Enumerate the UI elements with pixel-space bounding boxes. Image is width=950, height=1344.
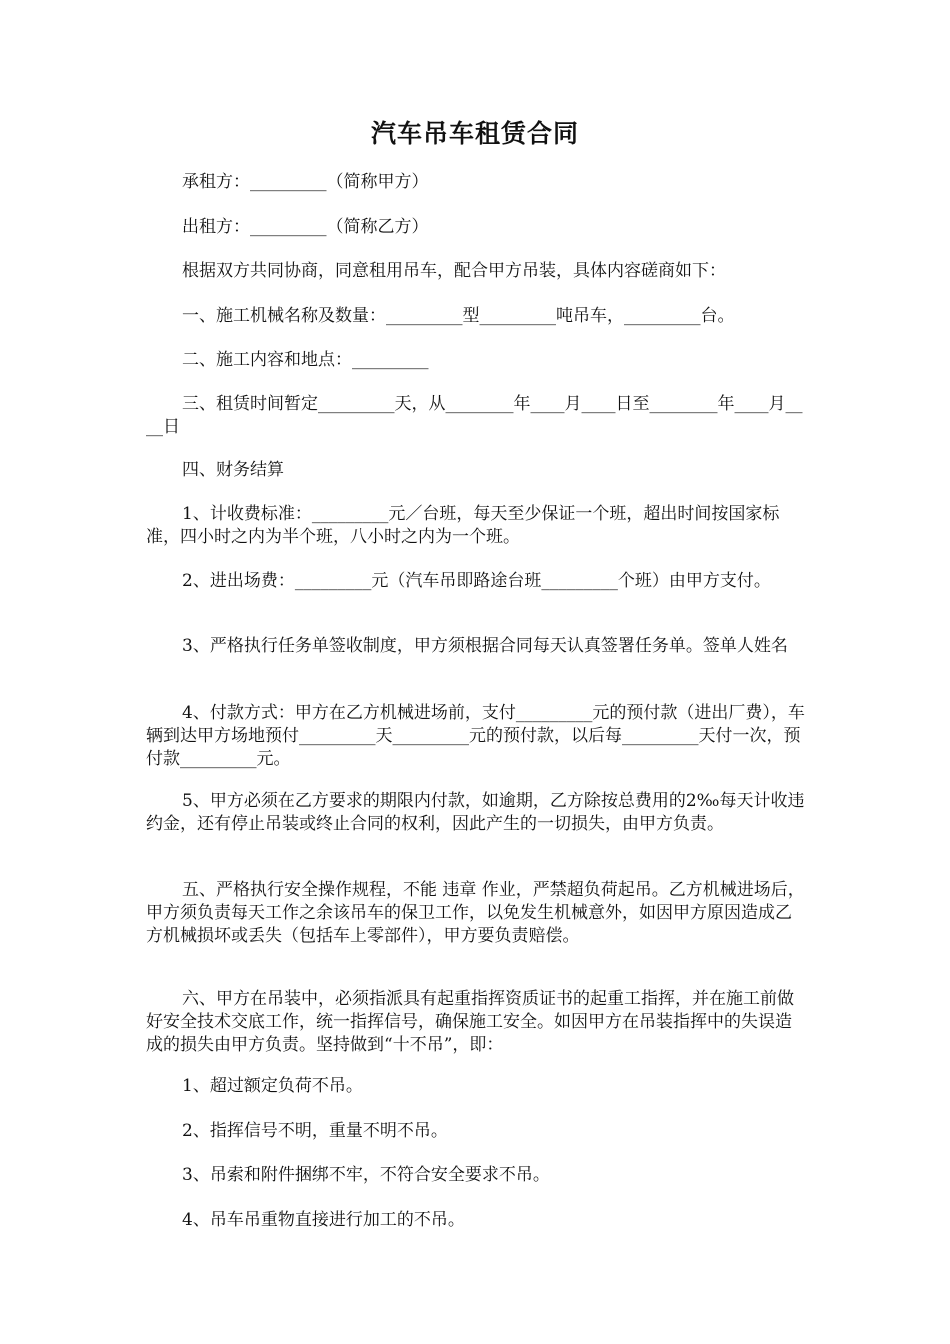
clause-4-5-late-payment: 5、甲方必须在乙方要求的期限内付款，如逾期，乙方除按总费用的2‰每天计收违约金，还有停止吊装或终止合同的权利，因此产生的一切损失，由甲方负责。	[146, 791, 805, 834]
clause-4-heading: 四、财务结算	[182, 460, 284, 480]
clause-4-2-entry-fee: 2、进出场费：_________元（汽车吊即路途台班_________个班）由甲方支付。	[182, 571, 771, 591]
document-title: 汽车吊车租赁合同	[370, 119, 579, 148]
clause-4-4-payment-method: 4、付款方式：甲方在乙方机械进场前，支付_________元的预付款（进出厂费），车辆到达甲方场地预付_________天_________元的预付款，以后每_________天付一次，预付款_________元。	[146, 703, 805, 769]
clause-4-1-fee-standard: 1、计收费标准：_________元／台班，每天至少保证一个班，超出时间按国家标准，四小时之内为半个班，八小时之内为一个班。	[146, 504, 780, 547]
clause-6-lifting-command: 六、甲方在吊装中，必须指派具有起重指挥资质证书的起重工指挥，并在施工前做好安全技术交底工作，统一指挥信号，确保施工安全。如因甲方在吊装指挥中的失误造成的损失由甲方负责。坚持做到“十不吊”，即：	[146, 989, 794, 1055]
no-lift-rule-3: 3、吊索和附件捆绑不牢，不符合安全要求不吊。	[182, 1165, 550, 1185]
no-lift-rule-4: 4、吊车吊重物直接进行加工的不吊。	[182, 1210, 465, 1230]
no-lift-rule-2: 2、指挥信号不明，重量不明不吊。	[182, 1121, 448, 1141]
clause-1-machinery: 一、施工机械名称及数量：_________型_________吨吊车，_________台。	[182, 306, 735, 326]
preamble-paragraph: 根据双方共同协商，同意租用吊车，配合甲方吊装，具体内容磋商如下：	[182, 261, 726, 281]
clause-3-lease-period: 三、租赁时间暂定_________天，从________年____月____日至________年____月____日	[146, 394, 803, 437]
lessee-line: 承租方：_________（简称甲方）	[182, 172, 429, 192]
clause-2-content-location: 二、施工内容和地点：_________	[182, 350, 429, 370]
lessor-line: 出租方：_________（简称乙方）	[182, 217, 429, 237]
clause-4-3-task-sheet: 3、严格执行任务单签收制度，甲方须根据合同每天认真签署任务单。签单人姓名	[182, 636, 788, 656]
no-lift-rule-1: 1、超过额定负荷不吊。	[182, 1076, 363, 1096]
clause-5-safety: 五、严格执行安全操作规程，不能 违章 作业，严禁超负荷起吊。乙方机械进场后，甲方须负责每天工作之余该吊车的保卫工作，以免发生机械意外，如因甲方原因造成乙方机械损坏或丢失（包括车上零部件），甲方要负责赔偿。	[146, 880, 805, 946]
